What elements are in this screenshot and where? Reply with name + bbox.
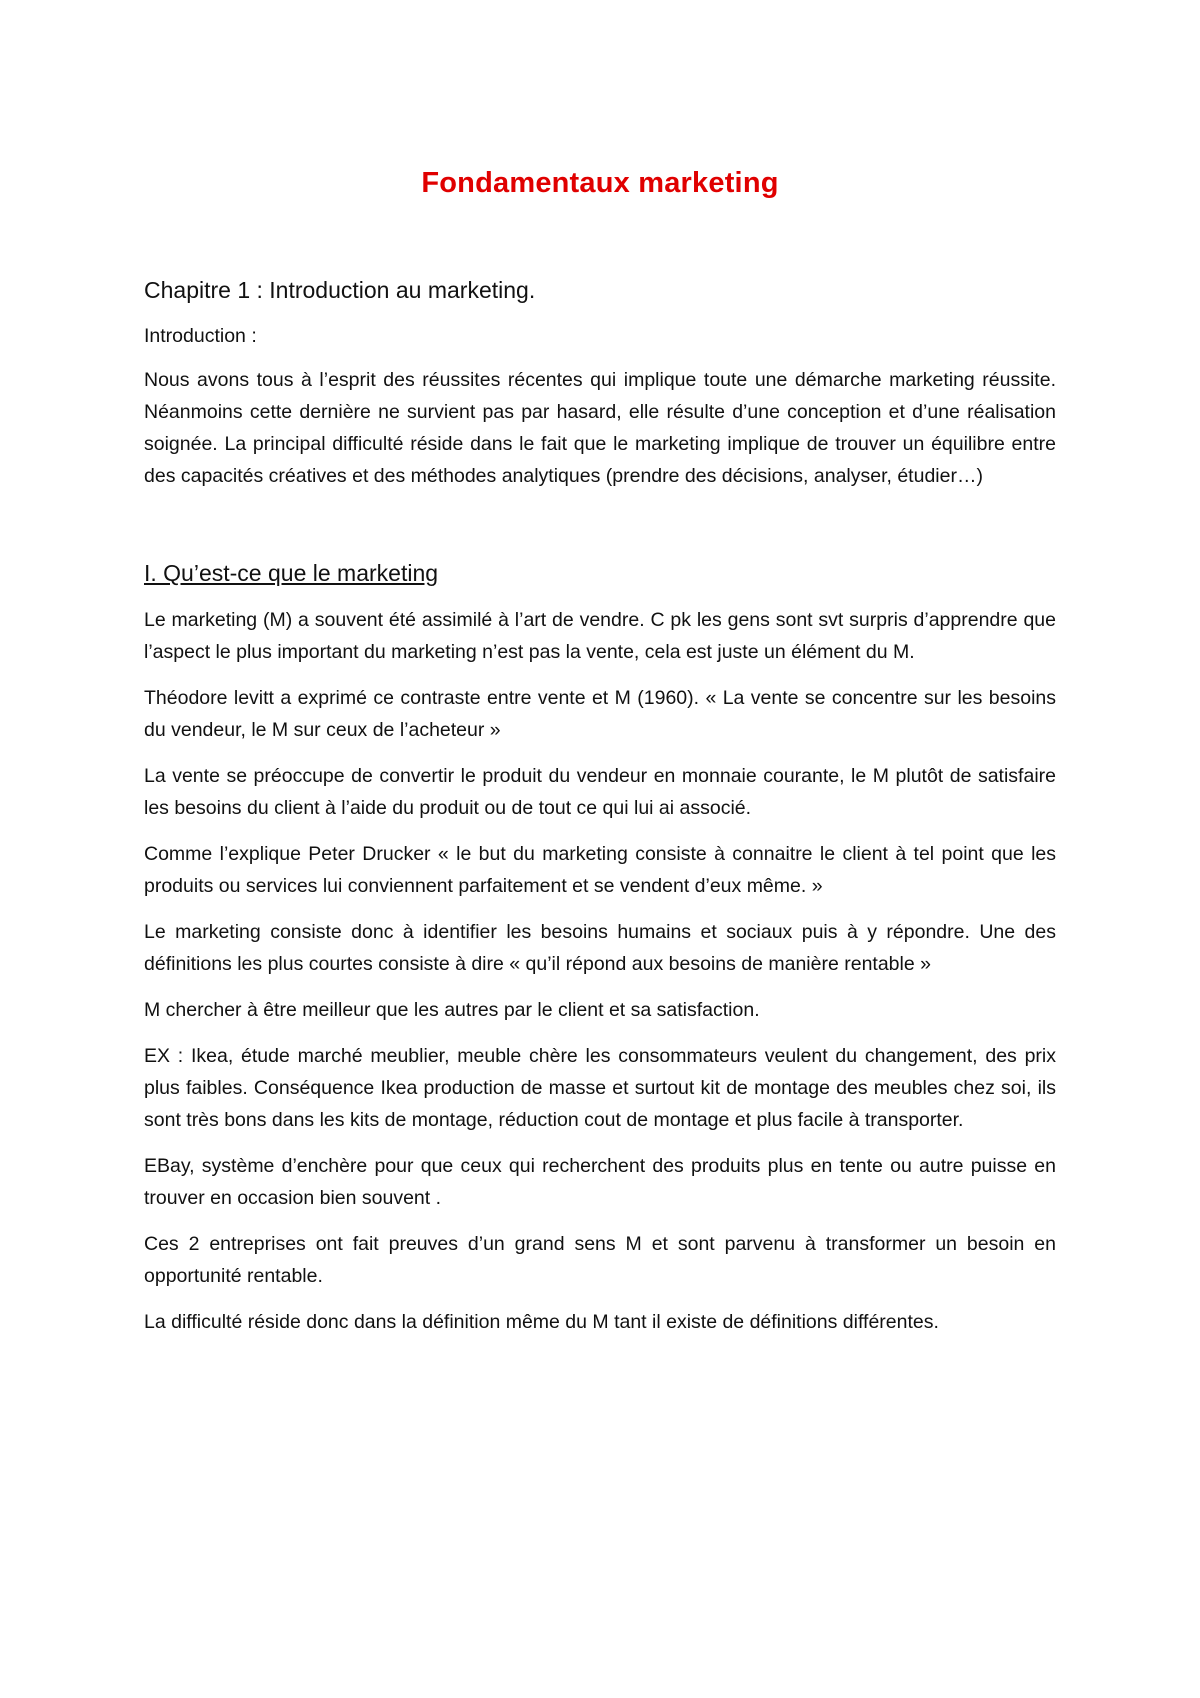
paragraph: EBay, système d’enchère pour que ceux qui recherchent des produits plus en tente ou autre puisse en trouver en occasion bien souvent . — [144, 1155, 1056, 1209]
document-body — [144, 274, 1056, 1352]
introduction-label: Introduction : — [144, 325, 257, 347]
section-heading: I. Qu’est-ce que le marketing — [144, 560, 439, 586]
paragraph: La vente se préoccupe de convertir le produit du vendeur en monnaie courante, le M plutôt de satisfaire les besoins du client à l’aide du produit ou de tout ce qui lui ai associé. — [144, 765, 1056, 819]
introduction-paragraph: Nous avons tous à l’esprit des réussites récentes qui implique toute une démarche marketing réussite. Néanmoins cette dernière ne survient pas par hasard, elle résulte d’une conception et d’une réalisation soignée. La principal difficulté réside dans le fait que le marketing implique de trouver un équilibre entre des capacités créatives et des méthodes analytiques (prendre des décisions, analyser, étudier…) — [144, 369, 1056, 487]
paragraph: Théodore levitt a exprimé ce contraste entre vente et M (1960). « La vente se concentre sur les besoins du vendeur, le M sur ceux de l’acheteur » — [144, 687, 1056, 741]
paragraph: Comme l’explique Peter Drucker « le but du marketing consiste à connaitre le client à tel point que les produits ou services lui conviennent parfaitement et se vendent d’eux même. » — [144, 843, 1056, 897]
paragraph: Le marketing (M) a souvent été assimilé à l’art de vendre. C pk les gens sont svt surpris d’apprendre que l’aspect le plus important du marketing n’est pas la vente, cela est juste un élément du M. — [144, 609, 1056, 663]
document-title: Fondamentaux marketing — [421, 167, 779, 200]
paragraph: EX : Ikea, étude marché meublier, meuble chère les consommateurs veulent du changement, des prix plus faibles. Conséquence Ikea production de masse et surtout kit de montage des meubles chez soi, ils sont très bons dans les kits de montage, réduction cout de montage et plus facile à transporter. — [144, 1045, 1056, 1131]
chapter-heading: Chapitre 1 : Introduction au marketing. — [144, 277, 536, 303]
paragraph: Le marketing consiste donc à identifier les besoins humains et sociaux puis à y répondre. Une des définitions les plus courtes consiste à dire « qu’il répond aux besoins de manière rentable » — [144, 921, 1056, 975]
paragraph: M chercher à être meilleur que les autres par le client et sa satisfaction. — [144, 999, 760, 1021]
paragraph: La difficulté réside donc dans la définition même du M tant il existe de définitions différentes. — [144, 1311, 939, 1333]
paragraph: Ces 2 entreprises ont fait preuves d’un grand sens M et sont parvenu à transformer un besoin en opportunité rentable. — [144, 1233, 1056, 1287]
